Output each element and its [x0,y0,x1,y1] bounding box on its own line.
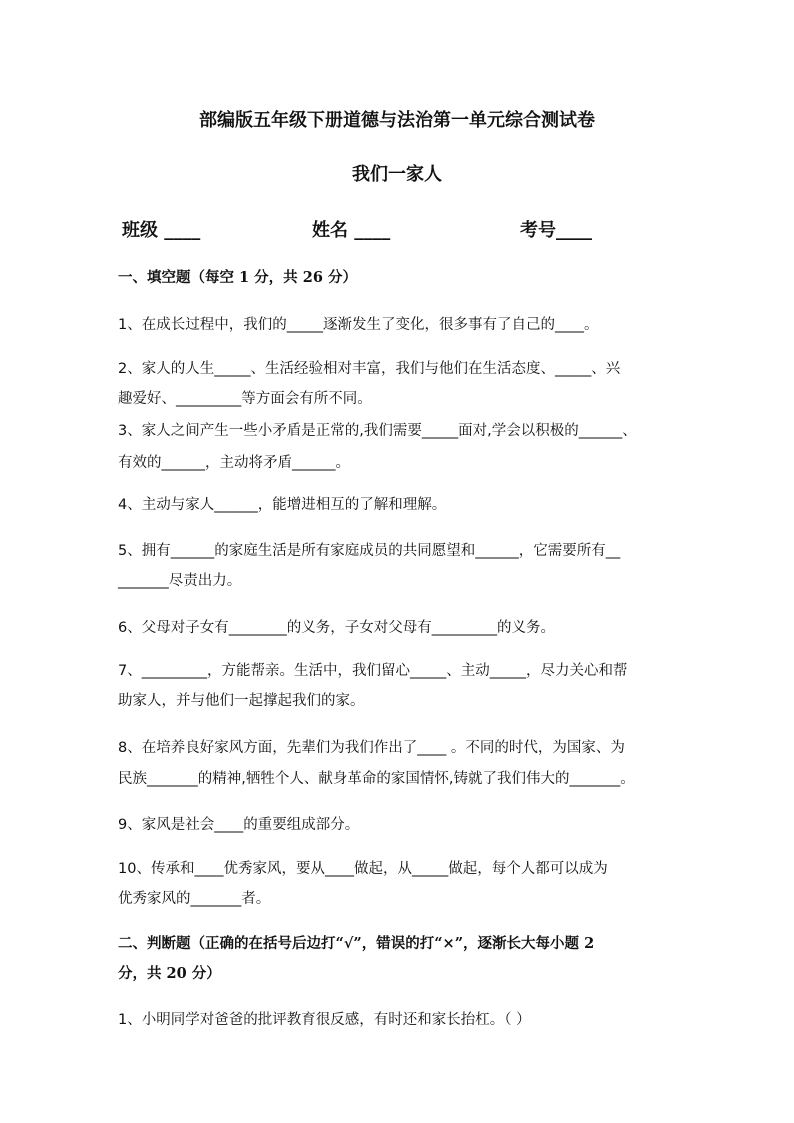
question-line: 9、家风是社会____的重要组成部分。 [118,817,360,833]
question-line: 1、小明同学对爸爸的批评教育很反感，有时还和家长抬杠。（ ） [118,1012,531,1028]
exam-number-field: 考号____ [520,220,592,241]
question-line: 10、传承和____优秀家风，要从____做起，从_____做起，每个人都可以成为 [118,861,608,877]
name-field: 姓名 ____ [312,220,391,241]
question-line: 6、父母对子女有________的义务，子女对父母有_________的义务。 [118,620,555,636]
question-line: 8、在培养良好家风方面，先辈们为我们作出了____ 。不同的时代，为国家、为 [118,740,625,756]
question-line: 民族_______的精神,牺牲个人、献身革命的家国情怀,铸就了我们伟大的_______。 [118,771,635,787]
question-line: 优秀家风的_______者。 [118,891,271,907]
question-line: 1、在成长过程中，我们的_____逐渐发生了变化，很多事有了自己的____。 [118,317,599,333]
question-line: 4、主动与家人______，能增进相互的了解和理解。 [118,497,447,513]
exam-subtitle: 我们一家人 [352,164,442,185]
question-line: _______尽责出力。 [118,573,242,589]
section2-heading-cont: 分，共 20 分） [118,965,221,982]
section2-heading: 二、判断题（正确的在括号后边打“√”，错误的打“×”，逐渐长大每小题 2 [118,935,595,952]
question-line: 2、家人的人生_____、生活经验相对丰富，我们与他们在生活态度、_____、兴 [118,361,621,377]
question-line: 有效的______，主动将矛盾______。 [118,455,350,471]
question-line: 助家人，并与他们一起撑起我们的家。 [118,693,365,709]
question-line: 5、拥有______的家庭生活是所有家庭成员的共同愿望和______，它需要所有__ [118,543,621,559]
question-line: 7、_________，方能帮亲。生活中，我们留心_____、主动_____，尽力关心和帮 [118,663,628,679]
question-line: 趣爱好、_________等方面会有所不同。 [118,391,372,407]
section1-heading: 一、填空题（每空 1 分，共 26 分） [118,269,357,286]
question-line: 3、家人之间产生一些小矛盾是正常的,我们需要_____面对,学会以积极的______、 [118,423,637,439]
exam-title: 部编版五年级下册道德与法治第一单元综合测试卷 [199,110,595,131]
class-field: 班级 ____ [122,220,201,241]
